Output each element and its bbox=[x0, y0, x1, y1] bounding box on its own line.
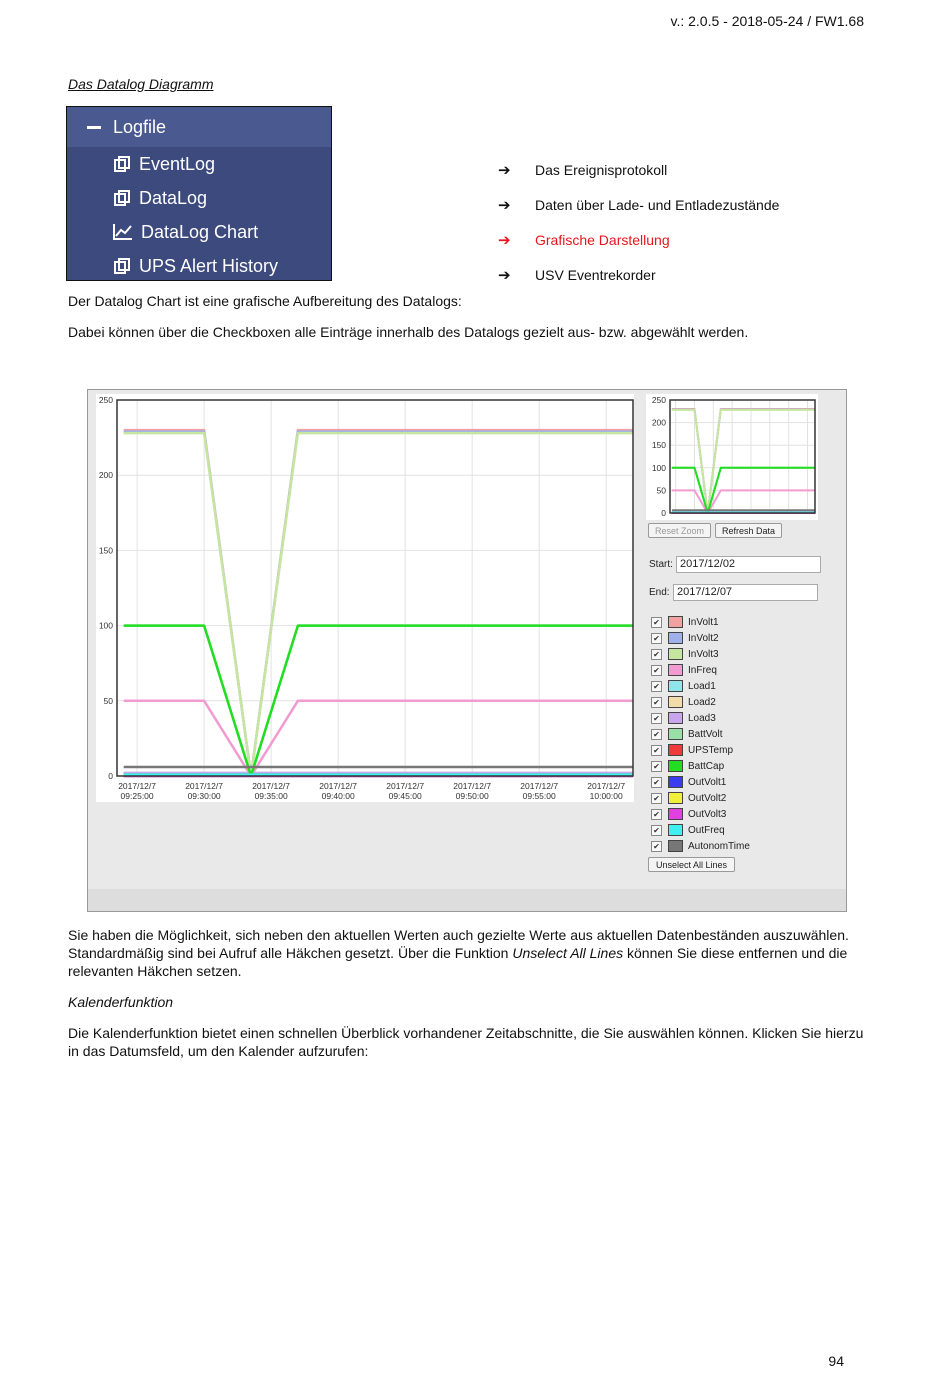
series-checkbox[interactable]: ✔ bbox=[651, 713, 662, 724]
y-tick-label: 50 bbox=[103, 695, 113, 706]
arrow-right-icon: ➔ bbox=[498, 196, 511, 214]
copy-icon bbox=[113, 257, 131, 275]
description-row bbox=[498, 187, 779, 222]
series-item-involt2[interactable] bbox=[651, 630, 750, 646]
x-tick-label: 10:00:00 bbox=[589, 791, 623, 801]
series-checkbox[interactable]: ✔ bbox=[651, 825, 662, 836]
end-label: End: bbox=[649, 587, 670, 598]
series-item-outvolt1[interactable] bbox=[651, 774, 750, 790]
series-label: OutFreq bbox=[688, 824, 725, 836]
series-label: InVolt3 bbox=[688, 648, 719, 660]
series-color-swatch bbox=[668, 840, 683, 852]
start-date-field[interactable]: 2017/12/02 bbox=[676, 556, 821, 573]
series-color-swatch bbox=[668, 760, 683, 772]
menu-item-label: DataLog bbox=[139, 187, 208, 208]
series-checkbox[interactable]: ✔ bbox=[651, 729, 662, 740]
paragraph-text: Sie haben die Möglichkeit, sich neben den aktuellen Werten auch gezielte Werte aus aktuellen Datenbeständen auszuwählen. Standardmäßig sind bei Aufruf alle Häkchen gesetzt. Über die Funktion bbox=[68, 927, 849, 961]
paragraph-checkbox-info: Dabei können über die Checkboxen alle Einträge innerhalb des Datalogs gezielt aus- bzw. abgewählt werden. bbox=[68, 324, 749, 340]
x-tick-label: 2017/12/7 bbox=[587, 781, 626, 791]
menu-item-eventlog[interactable] bbox=[67, 147, 331, 181]
series-color-swatch bbox=[668, 728, 683, 740]
description-text: Grafische Darstellung bbox=[535, 231, 670, 248]
series-label: InVolt2 bbox=[688, 632, 719, 644]
series-item-load3[interactable] bbox=[651, 710, 750, 726]
menu-item-label: EventLog bbox=[139, 153, 216, 174]
series-checkbox[interactable]: ✔ bbox=[651, 665, 662, 676]
series-checkbox[interactable]: ✔ bbox=[651, 841, 662, 852]
series-label: Load1 bbox=[688, 680, 716, 692]
copy-icon bbox=[113, 155, 131, 173]
series-item-load1[interactable] bbox=[651, 678, 750, 694]
version-header: v.: 2.0.5 - 2018-05-24 / FW1.68 bbox=[670, 13, 864, 29]
series-checkbox[interactable]: ✔ bbox=[651, 745, 662, 756]
y-tick-label: 150 bbox=[98, 545, 113, 556]
menu-item-datalog[interactable] bbox=[67, 181, 331, 215]
series-color-swatch bbox=[668, 664, 683, 676]
x-tick-label: 2017/12/7 bbox=[319, 781, 358, 791]
arrow-right-icon: ➔ bbox=[498, 231, 511, 249]
paragraph-text: können Sie diese entfernen und die relevanten Häkchen setzen. bbox=[68, 945, 848, 979]
menu-header-logfile[interactable] bbox=[67, 107, 331, 147]
series-label: InFreq bbox=[688, 664, 717, 676]
y-tick-label: 100 bbox=[98, 620, 113, 631]
series-item-load2[interactable] bbox=[651, 694, 750, 710]
series-checkbox[interactable]: ✔ bbox=[651, 761, 662, 772]
series-label: InVolt1 bbox=[688, 616, 719, 628]
series-checkbox-list bbox=[651, 614, 750, 854]
y-tick-label: 200 bbox=[651, 417, 666, 428]
series-color-swatch bbox=[668, 712, 683, 724]
series-label: BattCap bbox=[688, 760, 725, 772]
series-item-autonomtime[interactable] bbox=[651, 838, 750, 854]
description-text: USV Eventrekorder bbox=[535, 266, 656, 283]
page-number: 94 bbox=[828, 1353, 844, 1369]
paragraph-intro: Der Datalog Chart ist eine grafische Aufbereitung des Datalogs: bbox=[68, 293, 462, 309]
menu-title: Logfile bbox=[113, 116, 167, 137]
series-label: OutVolt1 bbox=[688, 776, 727, 788]
description-row-highlighted bbox=[498, 222, 779, 257]
subsection-title-calendar: Kalenderfunktion bbox=[68, 994, 174, 1010]
x-tick-label: 09:45:00 bbox=[388, 791, 422, 801]
x-tick-label: 09:50:00 bbox=[455, 791, 489, 801]
x-tick-label: 2017/12/7 bbox=[386, 781, 425, 791]
x-tick-label: 2017/12/7 bbox=[520, 781, 559, 791]
y-tick-label: 200 bbox=[98, 470, 113, 481]
y-tick-label: 50 bbox=[656, 485, 666, 496]
menu-item-label: DataLog Chart bbox=[141, 221, 259, 242]
y-tick-label: 0 bbox=[661, 508, 666, 518]
description-row bbox=[498, 257, 779, 292]
series-label: OutVolt2 bbox=[688, 792, 727, 804]
menu-item-datalog-chart[interactable] bbox=[67, 215, 331, 249]
series-label: Load3 bbox=[688, 712, 716, 724]
series-color-swatch bbox=[668, 616, 683, 628]
main-chart-background bbox=[96, 394, 634, 802]
series-label: OutVolt3 bbox=[688, 808, 727, 820]
series-item-involt1[interactable] bbox=[651, 614, 750, 630]
reset-zoom-button[interactable]: Reset Zoom bbox=[648, 523, 711, 538]
series-item-infreq[interactable] bbox=[651, 662, 750, 678]
menu-item-ups-alert-history[interactable] bbox=[67, 249, 331, 283]
series-item-outvolt2[interactable] bbox=[651, 790, 750, 806]
series-label: BattVolt bbox=[688, 728, 723, 740]
collapse-icon bbox=[87, 126, 101, 129]
paragraph-calendar-info: Die Kalenderfunktion bietet einen schnellen Überblick vorhandener Zeitabschnitte, die Sie auswählen können. Klicken Sie hierzu in das Datumsfeld, um den Kalender aufzurufen: bbox=[68, 1025, 864, 1059]
series-checkbox[interactable]: ✔ bbox=[651, 777, 662, 788]
series-color-swatch bbox=[668, 808, 683, 820]
paragraph-selection-info bbox=[68, 926, 868, 980]
series-color-swatch bbox=[668, 744, 683, 756]
description-list bbox=[498, 152, 779, 292]
end-date-field[interactable]: 2017/12/07 bbox=[673, 584, 818, 601]
series-color-swatch bbox=[668, 776, 683, 788]
unselect-all-lines-button[interactable]: Unselect All Lines bbox=[648, 857, 735, 872]
series-label: Load2 bbox=[688, 696, 716, 708]
y-tick-label: 250 bbox=[651, 395, 666, 405]
series-checkbox[interactable]: ✔ bbox=[651, 697, 662, 708]
menu-item-label: UPS Alert History bbox=[139, 255, 279, 276]
y-tick-label: 0 bbox=[108, 771, 113, 781]
arrow-right-icon: ➔ bbox=[498, 266, 511, 284]
series-color-swatch bbox=[668, 648, 683, 660]
series-checkbox[interactable]: ✔ bbox=[651, 809, 662, 820]
copy-icon bbox=[113, 189, 131, 207]
series-color-swatch bbox=[668, 824, 683, 836]
paragraph-emphasis: Unselect All Lines bbox=[512, 945, 624, 961]
series-color-swatch bbox=[668, 632, 683, 644]
series-item-involt3[interactable] bbox=[651, 646, 750, 662]
series-color-swatch bbox=[668, 696, 683, 708]
arrow-right-icon: ➔ bbox=[498, 161, 511, 179]
description-row bbox=[498, 152, 779, 187]
series-label: UPSTemp bbox=[688, 744, 734, 756]
x-tick-label: 09:55:00 bbox=[522, 791, 556, 801]
series-color-swatch bbox=[668, 680, 683, 692]
logfile-menu bbox=[66, 106, 332, 281]
series-checkbox[interactable]: ✔ bbox=[651, 617, 662, 628]
x-tick-label: 2017/12/7 bbox=[453, 781, 492, 791]
series-item-battvolt[interactable] bbox=[651, 726, 750, 742]
series-checkbox[interactable]: ✔ bbox=[651, 793, 662, 804]
description-text: Das Ereignisprotokoll bbox=[535, 161, 668, 178]
x-tick-label: 09:30:00 bbox=[187, 791, 221, 801]
x-tick-label: 2017/12/7 bbox=[185, 781, 224, 791]
refresh-data-button[interactable]: Refresh Data bbox=[715, 523, 782, 538]
panel-footer-bar bbox=[88, 889, 846, 911]
series-item-upstemp[interactable] bbox=[651, 742, 750, 758]
description-text: Daten über Lade- und Entladezustände bbox=[535, 196, 780, 213]
series-item-outvolt3[interactable] bbox=[651, 806, 750, 822]
x-tick-label: 2017/12/7 bbox=[118, 781, 157, 791]
x-tick-label: 09:35:00 bbox=[254, 791, 288, 801]
x-tick-label: 09:25:00 bbox=[120, 791, 154, 801]
series-checkbox[interactable]: ✔ bbox=[651, 681, 662, 692]
series-checkbox[interactable]: ✔ bbox=[651, 649, 662, 660]
section-title: Das Datalog Diagramm bbox=[68, 76, 214, 92]
chart-icon bbox=[113, 223, 133, 241]
series-label: AutonomTime bbox=[688, 840, 750, 852]
y-tick-label: 100 bbox=[651, 462, 666, 473]
series-checkbox[interactable]: ✔ bbox=[651, 633, 662, 644]
x-tick-label: 09:40:00 bbox=[321, 791, 355, 801]
y-tick-label: 150 bbox=[651, 440, 666, 451]
start-label: Start: bbox=[649, 559, 673, 570]
series-color-swatch bbox=[668, 792, 683, 804]
x-tick-label: 2017/12/7 bbox=[252, 781, 291, 791]
series-item-outfreq[interactable] bbox=[651, 822, 750, 838]
datalog-chart-panel bbox=[87, 389, 847, 912]
y-tick-label: 250 bbox=[98, 395, 113, 405]
series-item-battcap[interactable] bbox=[651, 758, 750, 774]
